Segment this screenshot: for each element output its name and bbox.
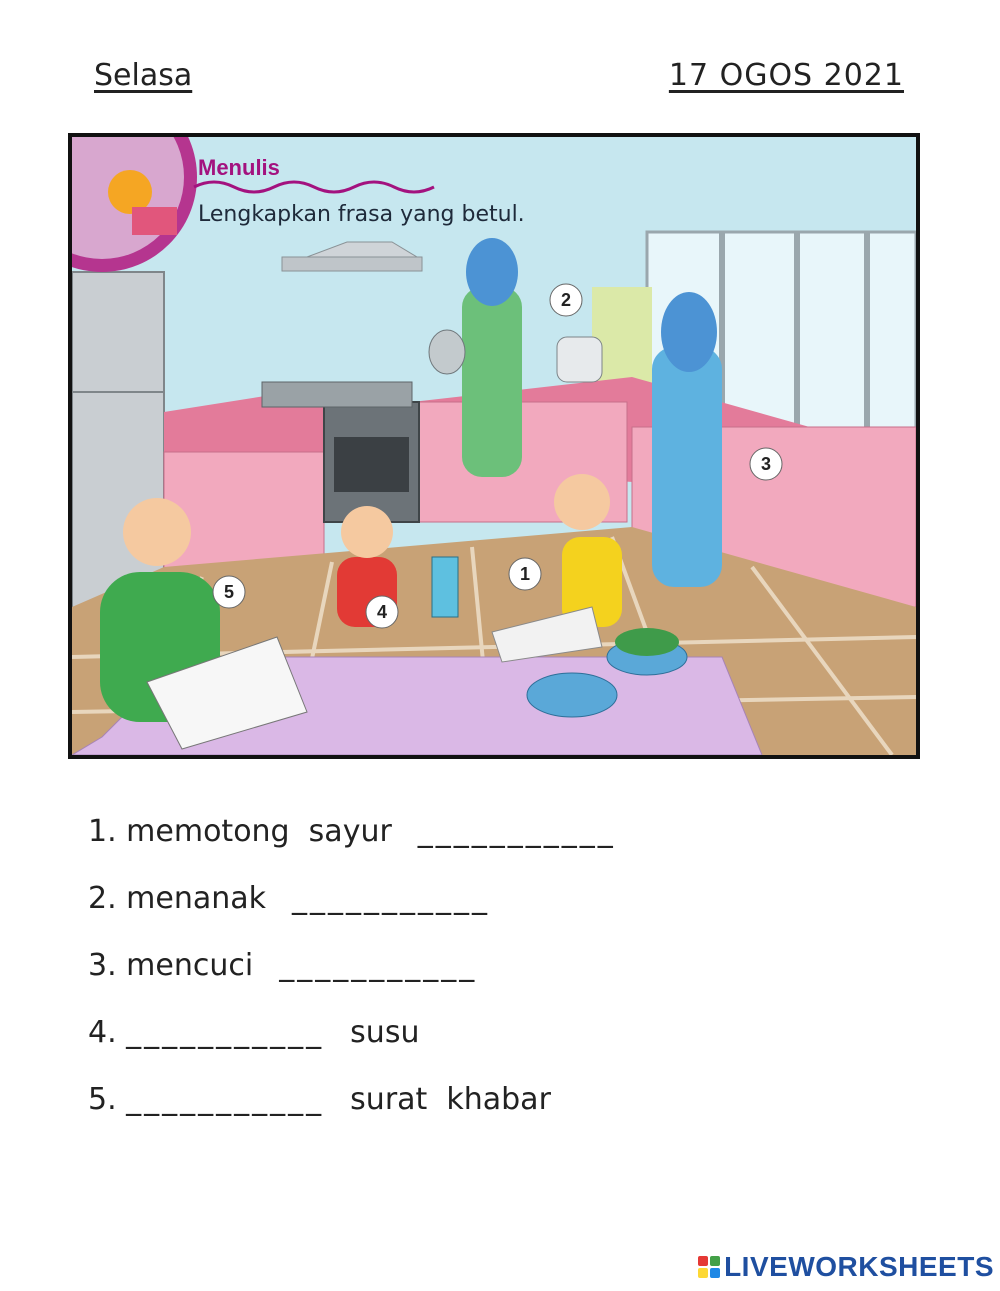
exercise-text: menanak <box>126 881 267 916</box>
logo-text: LIVEWORKSHEETS <box>724 1251 994 1282</box>
kitchen-illustration <box>68 133 920 759</box>
exercise-number: 5. <box>88 1082 117 1117</box>
answer-blank[interactable]: ___________ <box>417 814 616 849</box>
answer-blank[interactable]: ___________ <box>126 1082 325 1117</box>
header-day: Selasa <box>94 58 193 93</box>
exercise-number: 3. <box>88 948 117 983</box>
marker-4: 4 <box>376 602 388 622</box>
section-title: Menulis <box>198 155 280 180</box>
marker-5: 5 <box>223 582 235 602</box>
answer-blank[interactable]: ___________ <box>126 1015 325 1050</box>
exercise-item <box>88 879 490 919</box>
instruction-text: Lengkapkan frasa yang betul. <box>198 202 525 227</box>
exercise-item <box>88 812 616 852</box>
exercise-text: memotong sayur <box>126 814 392 849</box>
exercise-item <box>88 1080 551 1120</box>
exercise-number: 1. <box>88 814 117 849</box>
marker-2: 2 <box>560 290 572 310</box>
header-date: 17 OGOS 2021 <box>668 58 904 93</box>
answer-blank[interactable]: ___________ <box>279 948 478 983</box>
marker-3: 3 <box>760 454 772 474</box>
exercise-text: mencuci <box>126 948 254 983</box>
exercise-item <box>88 1013 419 1053</box>
answer-blank[interactable]: ___________ <box>292 881 491 916</box>
marker-1: 1 <box>519 564 531 584</box>
exercise-number: 4. <box>88 1015 117 1050</box>
exercise-text: susu <box>350 1015 420 1050</box>
exercise-number: 2. <box>88 881 117 916</box>
liveworksheets-logo[interactable] <box>698 1251 994 1283</box>
logo-squares-icon <box>698 1256 720 1278</box>
exercise-text: surat khabar <box>350 1082 551 1117</box>
exercise-item <box>88 946 477 986</box>
